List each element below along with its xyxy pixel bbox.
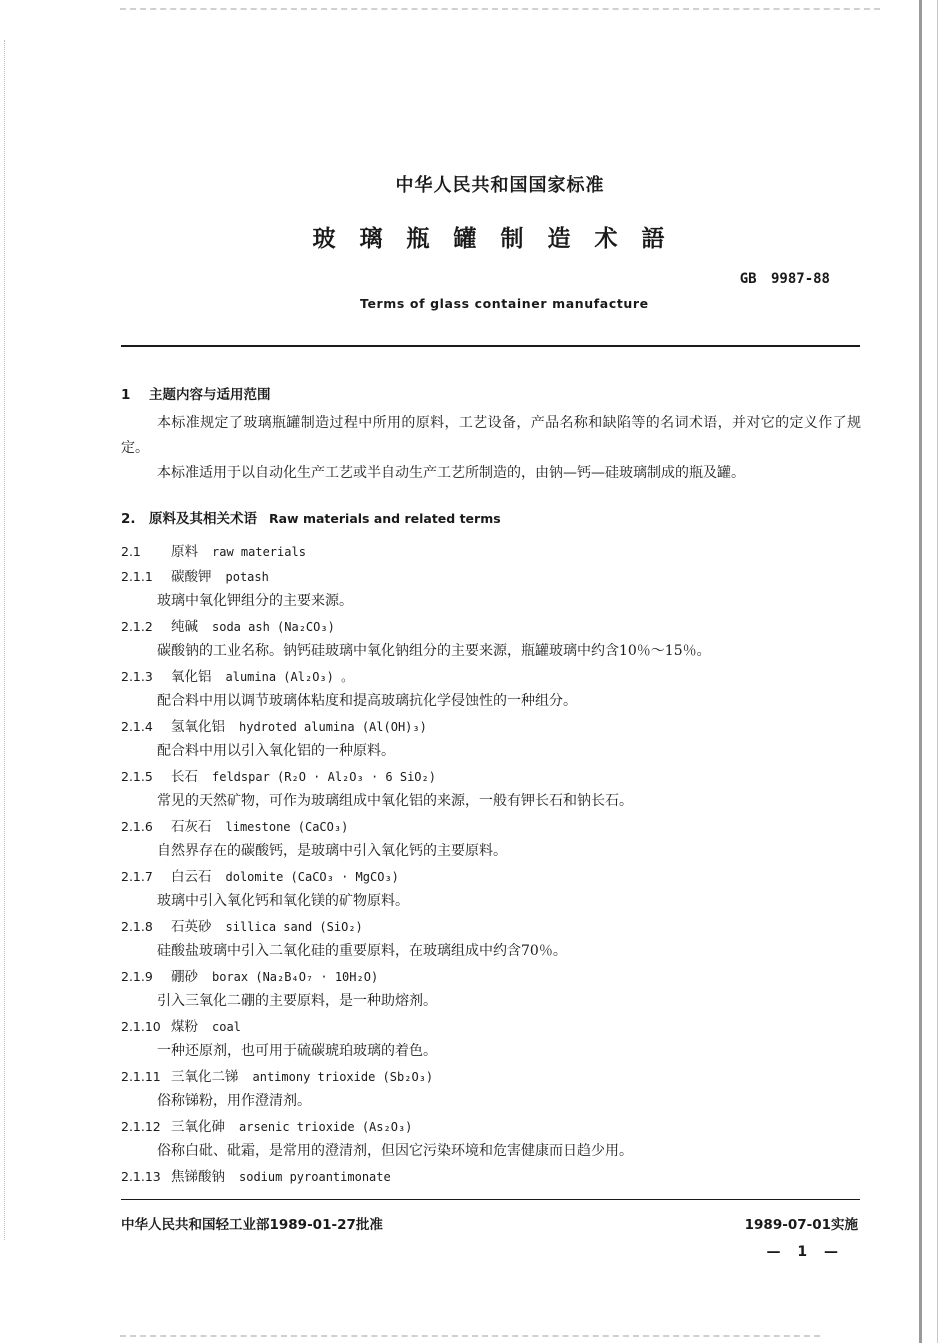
term-row: [121, 565, 269, 585]
standard-code: GB 9987-88: [739, 271, 830, 287]
term-definition: 引入三氧化二硼的主要原料，是一种助熔剂。: [157, 993, 437, 1009]
term-definition: 俗称锑粉，用作澄清剂。: [157, 1093, 311, 1109]
term-zh: 石灰石: [171, 819, 212, 835]
term-row: [121, 1015, 241, 1035]
term-en: feldspar (R₂O · Al₂O₃ · 6 SiO₂): [212, 770, 436, 784]
scan-bottom-artifact: [120, 1335, 820, 1343]
term-zh: 石英砂: [171, 919, 212, 935]
term-number: 2.1.5: [121, 769, 153, 784]
standard-organization: 中华人民共和国国家标准: [395, 175, 605, 196]
term-en: soda ash (Na₂CO₃): [212, 620, 335, 634]
term-en: hydroted alumina (Al(OH)₃): [239, 720, 427, 734]
term-zh: 原料: [171, 544, 198, 560]
section-1-paragraph-2: 本标准适用于以自动化生产工艺或半自动生产工艺所制造的，由钠—钙—硅玻璃制成的瓶及罐。: [157, 465, 745, 481]
term-definition: 玻璃中引入氧化钙和氧化镁的矿物原料。: [157, 893, 409, 909]
term-en: limestone (CaCO₃): [225, 820, 349, 834]
term-definition: 配合料中用以引入氧化铝的一种原料。: [157, 743, 395, 759]
term-en: borax (Na₂B₄O₇ · 10H₂O): [212, 970, 379, 984]
term-zh: 碳酸钾: [171, 569, 212, 585]
term-en: raw materials: [212, 545, 306, 559]
term-en: sodium pyroantimonate: [239, 1170, 391, 1184]
term-zh: 三氧化二锑: [171, 1069, 239, 1085]
term-zh: 纯碱: [171, 619, 198, 635]
term-zh: 白云石: [171, 869, 212, 885]
header-rule: [121, 345, 860, 347]
term-number: 2.1.2: [121, 619, 153, 634]
term-row: [121, 865, 399, 885]
term-definition: 俗称白砒、砒霜，是常用的澄清剂，但因它污染环境和危害健康而日趋少用。: [157, 1143, 633, 1159]
section-number: 2.: [121, 511, 136, 527]
term-zh: 氧化铝: [171, 669, 212, 685]
term-row: [121, 615, 335, 635]
term-row: [121, 1115, 412, 1135]
scan-right-edge-thin: [937, 0, 938, 1343]
term-row: [121, 915, 363, 935]
scan-right-edge: [919, 0, 922, 1343]
term-number: 2.1.10: [121, 1019, 161, 1034]
term-definition: 碳酸钠的工业名称。钠钙硅玻璃中氧化钠组分的主要来源，瓶罐玻璃中约含10％～15％。: [157, 643, 711, 659]
term-en: antimony trioxide (Sb₂O₃): [252, 1070, 434, 1084]
term-number: 2.1.12: [121, 1119, 161, 1134]
term-row: [121, 665, 353, 685]
section-title-en: Raw materials and related terms: [269, 511, 501, 526]
section-title: 原料及其相关术语: [149, 511, 257, 527]
section-2-heading: [121, 507, 501, 527]
term-row: [121, 1065, 433, 1085]
term-definition: 配合料中用以调节玻璃体粘度和提高玻璃抗化学侵蚀性的一种组分。: [157, 693, 577, 709]
scan-top-artifact: [120, 0, 880, 10]
term-definition: 一种还原剂，也可用于硫碳琥珀玻璃的着色。: [157, 1043, 437, 1059]
term-number: 2.1.3: [121, 669, 153, 684]
term-number: 2.1.8: [121, 919, 153, 934]
term-definition: 玻璃中氧化钾组分的主要来源。: [157, 593, 353, 609]
term-number: 2.1: [121, 544, 141, 559]
section-title: 主题内容与适用范围: [149, 387, 271, 403]
section-number: 1: [121, 387, 131, 403]
term-zh: 煤粉: [171, 1019, 198, 1035]
term-en: potash: [225, 570, 269, 584]
approval-line: 中华人民共和国轻工业部1989-01-27批准: [121, 1217, 383, 1233]
effective-date: 1989-07-01实施: [744, 1217, 858, 1233]
term-number: 2.1.11: [121, 1069, 161, 1084]
section-1-heading: [121, 383, 271, 403]
term-row: [121, 715, 427, 735]
term-en: dolomite (CaCO₃ · MgCO₃): [225, 870, 399, 884]
term-en: coal: [212, 1020, 241, 1034]
term-zh: 硼砂: [171, 969, 198, 985]
term-en: arsenic trioxide (As₂O₃): [239, 1120, 413, 1134]
term-en: alumina (Al₂O₃) 。: [225, 670, 354, 684]
term-zh: 长石: [171, 769, 198, 785]
term-definition: 自然界存在的碳酸钙，是玻璃中引入氧化钙的主要原料。: [157, 843, 507, 859]
document-title: 玻 璃 瓶 罐 制 造 术 語: [312, 226, 673, 252]
term-number: 2.1.6: [121, 819, 153, 834]
term-number: 2.1.9: [121, 969, 153, 984]
term-number: 2.1.7: [121, 869, 153, 884]
term-number: 2.1.1: [121, 569, 153, 584]
term-en: sillica sand (SiO₂): [225, 920, 363, 934]
term-definition: 硅酸盐玻璃中引入二氧化硅的重要原料，在玻璃组成中约含70％。: [157, 943, 567, 959]
term-zh: 氢氧化铝: [171, 719, 225, 735]
document-title-en: Terms of glass container manufacture: [360, 296, 649, 311]
term-zh: 三氧化砷: [171, 1119, 225, 1135]
term-row: [121, 815, 348, 835]
term-number: 2.1.4: [121, 719, 153, 734]
term-definition: 常见的天然矿物，可作为玻璃组成中氧化铝的来源，一般有钾长石和钠长石。: [157, 793, 633, 809]
term-row: [121, 965, 378, 985]
term-row: [121, 765, 436, 785]
term-number: 2.1.13: [121, 1169, 161, 1184]
footer-rule: [121, 1199, 860, 1200]
term-zh: 焦锑酸钠: [171, 1169, 225, 1185]
term-row: [121, 1165, 391, 1185]
page-number: — 1 —: [766, 1244, 844, 1260]
term-row: [121, 540, 306, 560]
section-1-paragraph-1: 本标准规定了玻璃瓶罐制造过程中所用的原料，工艺设备，产品名称和缺陷等的名词术语，并对它的定义作了规定。: [121, 415, 861, 456]
